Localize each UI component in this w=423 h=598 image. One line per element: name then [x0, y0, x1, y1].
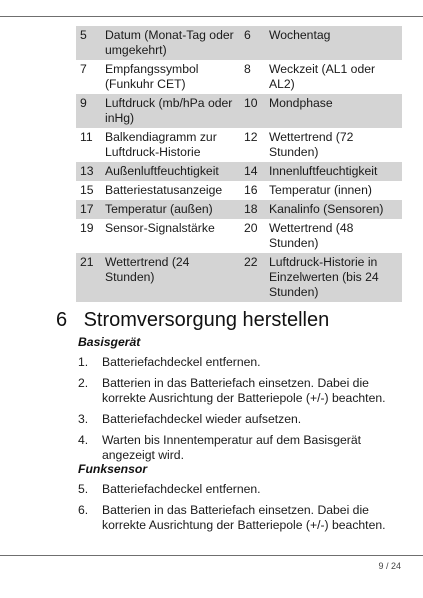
table-row	[76, 94, 402, 128]
subheading-funksensor: Funksensor	[78, 462, 148, 476]
steps-basisgeraet	[78, 355, 398, 469]
item-number: 19	[80, 221, 94, 235]
display-legend-table	[76, 26, 402, 302]
item-number: 10	[240, 94, 265, 128]
table-row	[76, 162, 402, 181]
step-item	[78, 376, 398, 406]
step-number: 1.	[78, 355, 89, 369]
section-title: Stromversorgung herstellen	[83, 309, 330, 331]
step-text: Warten bis Innentemperatur auf dem Basisgerät angezeigt wird.	[102, 433, 362, 462]
item-label: Luftdruck (mb/hPa oder inHg)	[101, 94, 240, 128]
item-number: 22	[240, 253, 265, 302]
table-row	[76, 26, 402, 60]
item-label: Weckzeit (AL1 oder AL2)	[268, 62, 376, 91]
item-label: Wochentag	[265, 26, 402, 60]
item-number: 9	[76, 94, 101, 128]
step-item	[78, 433, 398, 463]
step-item	[78, 355, 398, 370]
item-number: 11	[80, 130, 93, 144]
item-number: 16	[243, 183, 258, 197]
table-row	[76, 60, 402, 94]
page-number: 9 / 24	[378, 561, 401, 571]
item-label: Mondphase	[265, 94, 402, 128]
item-number: 13	[76, 162, 101, 181]
step-text: Batterien in das Batteriefach einsetzen. Dabei die korrekte Ausrichtung der Batteriepole (+/-) beachten.	[102, 503, 386, 532]
section-number: 6	[56, 309, 68, 331]
table-row	[76, 219, 402, 253]
steps-funksensor	[78, 482, 398, 539]
step-item	[78, 412, 398, 427]
item-number: 14	[240, 162, 265, 181]
item-number: 7	[80, 62, 87, 76]
item-label: Wettertrend (24 Stunden)	[101, 253, 240, 302]
item-label: Empfangssymbol (Funkuhr CET)	[104, 62, 199, 91]
item-number: 8	[243, 62, 251, 76]
step-number: 2.	[78, 376, 89, 390]
item-number: 20	[243, 221, 258, 235]
step-number: 5.	[78, 482, 89, 496]
item-label: Sensor-Signalstärke	[104, 221, 215, 235]
item-label: Luftdruck-Historie in Einzelwerten (bis 24 Stunden)	[265, 253, 402, 302]
table-row	[76, 253, 402, 302]
section-heading	[56, 306, 329, 334]
top-rule	[0, 16, 423, 17]
item-label: Wettertrend (72 Stunden)	[268, 130, 354, 159]
item-number: 18	[240, 200, 265, 219]
item-label: Außenluftfeuchtigkeit	[101, 162, 240, 181]
item-number: 12	[243, 130, 258, 144]
item-label: Balkendiagramm zur Luftdruck-Historie	[104, 130, 217, 159]
step-text: Batterien in das Batteriefach einsetzen. Dabei die korrekte Ausrichtung der Batteriepole (+/-) beachten.	[102, 376, 386, 405]
item-number: 6	[240, 26, 265, 60]
step-item	[78, 503, 398, 533]
step-number: 3.	[78, 412, 89, 426]
item-number: 15	[80, 183, 94, 197]
item-number: 17	[76, 200, 101, 219]
step-number: 6.	[78, 503, 89, 517]
step-item	[78, 482, 398, 497]
item-label: Temperatur (außen)	[101, 200, 240, 219]
item-label: Wettertrend (48 Stunden)	[268, 221, 354, 250]
step-number: 4.	[78, 433, 89, 447]
item-label: Innenluftfeuchtigkeit	[265, 162, 402, 181]
table-row	[76, 200, 402, 219]
item-label: Kanalinfo (Sensoren)	[265, 200, 402, 219]
table-row	[76, 128, 402, 162]
subheading-basisgeraet: Basisgerät	[78, 335, 141, 349]
bottom-rule	[0, 555, 423, 556]
item-label: Batteriestatusanzeige	[104, 183, 223, 197]
step-text: Batteriefachdeckel wieder aufsetzen.	[102, 412, 302, 426]
table-row	[76, 181, 402, 200]
item-label: Datum (Monat-Tag oder umgekehrt)	[101, 26, 240, 60]
item-number: 5	[76, 26, 101, 60]
item-number: 21	[76, 253, 101, 302]
step-text: Batteriefachdeckel entfernen.	[102, 482, 261, 496]
step-text: Batteriefachdeckel entfernen.	[102, 355, 261, 369]
item-label: Temperatur (innen)	[268, 183, 372, 197]
